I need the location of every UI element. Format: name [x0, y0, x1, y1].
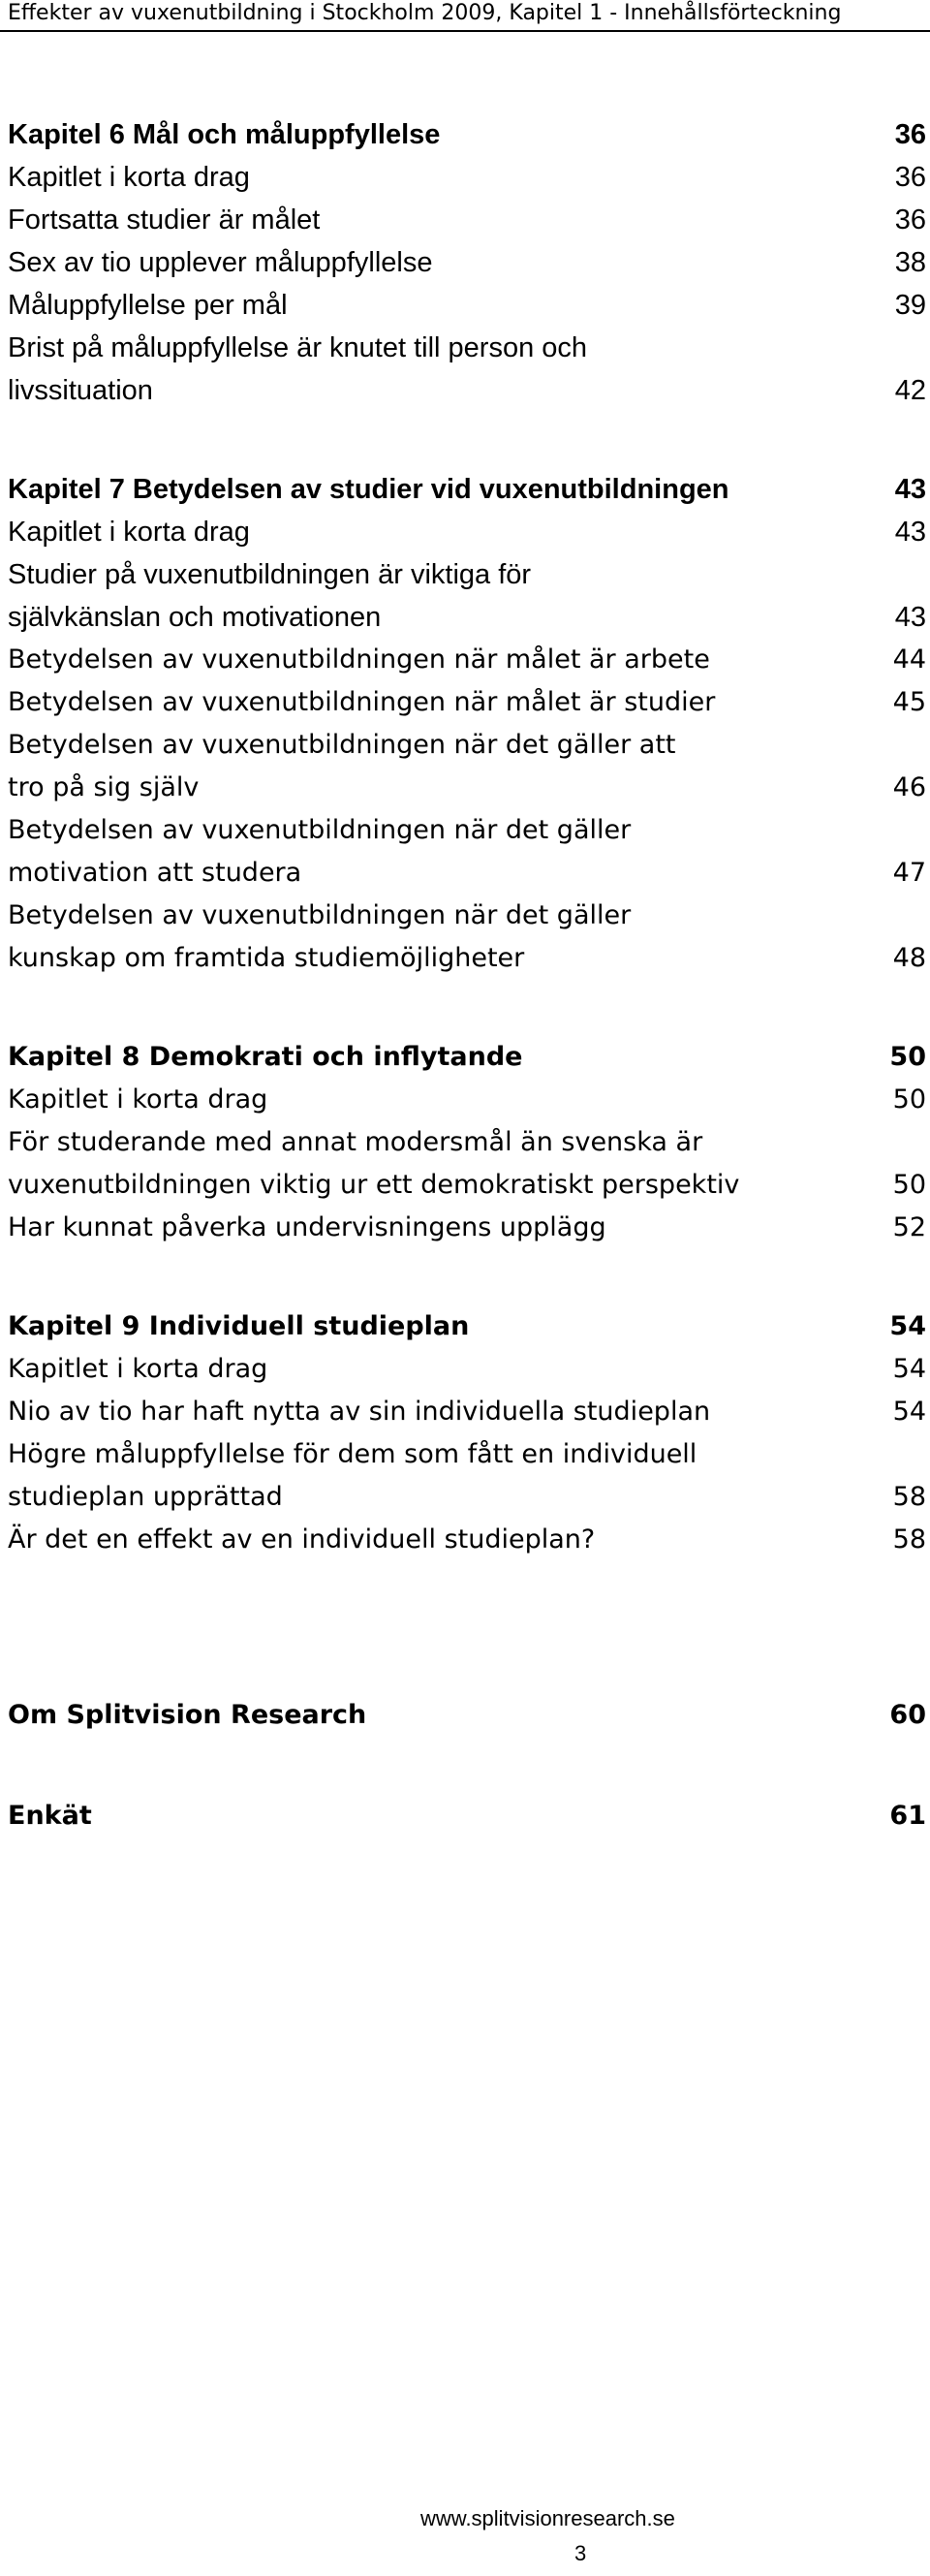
toc-page-number: 36: [894, 162, 926, 193]
toc-entry[interactable]: [8, 1435, 926, 1474]
toc-heading-text: Kapitel 8 Demokrati och inflytande: [8, 1042, 523, 1072]
toc-entry[interactable]: [8, 1350, 926, 1389]
toc-page-number: 54: [892, 1354, 926, 1384]
toc-entry-continuation[interactable]: [8, 939, 926, 978]
footer-website-link[interactable]: www.splitvisionresearch.se: [420, 2506, 675, 2530]
toc-entry-text: Betydelsen av vuxenutbildningen när det gäller: [8, 900, 632, 930]
toc-entry-text: Högre måluppfyllelse för dem som fått en individuell: [8, 1439, 698, 1469]
toc-page-number: 50: [892, 1084, 926, 1115]
toc-chapter-heading[interactable]: [8, 115, 926, 154]
toc-heading-text: Om Splitvision Research: [8, 1700, 367, 1730]
toc-page-number: 45: [892, 687, 926, 717]
toc-entry-text: Nio av tio har haft nytta av sin individuella studieplan: [8, 1397, 711, 1427]
toc-page-number: 50: [889, 1042, 926, 1072]
toc-entry-text: Har kunnat påverka undervisningens upplägg: [8, 1212, 606, 1242]
toc-entry-text: Fortsatta studier är målet: [8, 204, 321, 236]
toc-heading-text: Kapitel 9 Individuell studieplan: [8, 1311, 470, 1341]
toc-heading-text: Kapitel 7 Betydelsen av studier vid vuxenutbildningen: [8, 474, 729, 505]
toc-entry-continuation[interactable]: [8, 1166, 926, 1205]
toc-heading-text: Kapitel 6 Mål och måluppfyllelse: [8, 119, 441, 150]
toc-entry-text: Kapitlet i korta drag: [8, 1084, 268, 1115]
toc-entry-text: Sex av tio upplever måluppfyllelse: [8, 247, 433, 278]
toc-page-number: 44: [892, 644, 926, 675]
toc-entry[interactable]: [8, 811, 926, 850]
toc-entry-text: självkänslan och motivationen: [8, 602, 382, 633]
toc-entry-continuation[interactable]: [8, 598, 926, 637]
toc-chapter-heading[interactable]: [8, 1307, 926, 1346]
toc-entry-text: kunskap om framtida studiemöjligheter: [8, 943, 525, 973]
toc-chapter-heading[interactable]: [8, 1038, 926, 1077]
toc-entry-text: Är det en effekt av en individuell studieplan?: [8, 1524, 596, 1555]
toc-entry[interactable]: [8, 726, 926, 765]
toc-entry-text: vuxenutbildningen viktig ur ett demokratiskt perspektiv: [8, 1170, 740, 1200]
document-running-title: Effekter av vuxenutbildning i Stockholm 2009, Kapitel 1 - Innehållsförteckning: [8, 1, 842, 25]
toc-entry-text: Studier på vuxenutbildningen är viktiga för: [8, 559, 532, 590]
toc-entry-text: motivation att studera: [8, 858, 302, 888]
toc-entry[interactable]: [8, 683, 926, 722]
toc-page-number: 38: [894, 247, 926, 278]
toc-entry[interactable]: [8, 201, 926, 239]
toc-entry-text: tro på sig själv: [8, 772, 200, 802]
footer-page-number: 3: [574, 2541, 587, 2565]
toc-page-number: 61: [889, 1801, 926, 1831]
toc-entry[interactable]: [8, 329, 926, 367]
toc-entry[interactable]: [8, 641, 926, 679]
toc-entry[interactable]: [8, 286, 926, 325]
toc-page-number: 54: [892, 1397, 926, 1427]
page-header: [0, 0, 930, 35]
toc-page-number: 42: [894, 375, 926, 406]
toc-entry-text: Brist på måluppfyllelse är knutet till person och: [8, 332, 588, 363]
toc-chapter-heading[interactable]: [8, 470, 926, 509]
toc-page-number: 43: [894, 602, 926, 633]
toc-entry-text: Kapitlet i korta drag: [8, 162, 250, 193]
toc-entry[interactable]: [8, 1209, 926, 1247]
toc-entry-text: studieplan upprättad: [8, 1482, 283, 1512]
toc-page-number: 58: [892, 1524, 926, 1555]
toc-entry-text: Betydelsen av vuxenutbildningen när det gäller att: [8, 730, 676, 760]
toc-entry[interactable]: [8, 158, 926, 197]
toc-entry-text: livssituation: [8, 375, 153, 406]
toc-page-number: 36: [894, 204, 926, 236]
toc-page-number: 48: [892, 943, 926, 973]
toc-entry[interactable]: [8, 896, 926, 935]
toc-section-survey[interactable]: [8, 1797, 926, 1836]
toc-page-number: 36: [894, 119, 926, 150]
toc-heading-text: Enkät: [8, 1801, 92, 1831]
header-divider: [0, 30, 930, 32]
toc-entry-continuation[interactable]: [8, 854, 926, 893]
toc-page-number: 60: [889, 1700, 926, 1730]
toc-page-number: 43: [894, 474, 926, 505]
page-footer: [0, 2500, 930, 2568]
toc-entry-text: Betydelsen av vuxenutbildningen när det gäller: [8, 815, 632, 845]
toc-entry-text: Betydelsen av vuxenutbildningen när målet är studier: [8, 687, 716, 717]
toc-entry-text: Kapitlet i korta drag: [8, 517, 250, 548]
toc-entry[interactable]: [8, 1521, 926, 1559]
toc-entry-continuation[interactable]: [8, 1478, 926, 1517]
toc-entry[interactable]: [8, 1081, 926, 1119]
toc-page-number: 46: [892, 772, 926, 802]
toc-entry[interactable]: [8, 513, 926, 551]
toc-page-number: 47: [892, 858, 926, 888]
toc-entry-continuation[interactable]: [8, 769, 926, 807]
toc-entry[interactable]: [8, 243, 926, 282]
toc-entry[interactable]: [8, 1393, 926, 1431]
toc-page-number: 54: [889, 1311, 926, 1341]
toc-page-number: 43: [894, 517, 926, 548]
toc-page-number: 52: [892, 1212, 926, 1242]
toc-entry-text: Måluppfyllelse per mål: [8, 290, 288, 321]
toc-page-number: 58: [892, 1482, 926, 1512]
toc-page-number: 39: [894, 290, 926, 321]
toc-entry-text: Kapitlet i korta drag: [8, 1354, 268, 1384]
toc-entry-text: Betydelsen av vuxenutbildningen när målet är arbete: [8, 644, 710, 675]
toc-page-number: 50: [892, 1170, 926, 1200]
toc-entry[interactable]: [8, 555, 926, 594]
toc-section-about[interactable]: [8, 1696, 926, 1735]
toc-entry-text: För studerande med annat modersmål än svenska är: [8, 1127, 703, 1157]
toc-entry[interactable]: [8, 1123, 926, 1162]
toc-entry-continuation[interactable]: [8, 371, 926, 410]
